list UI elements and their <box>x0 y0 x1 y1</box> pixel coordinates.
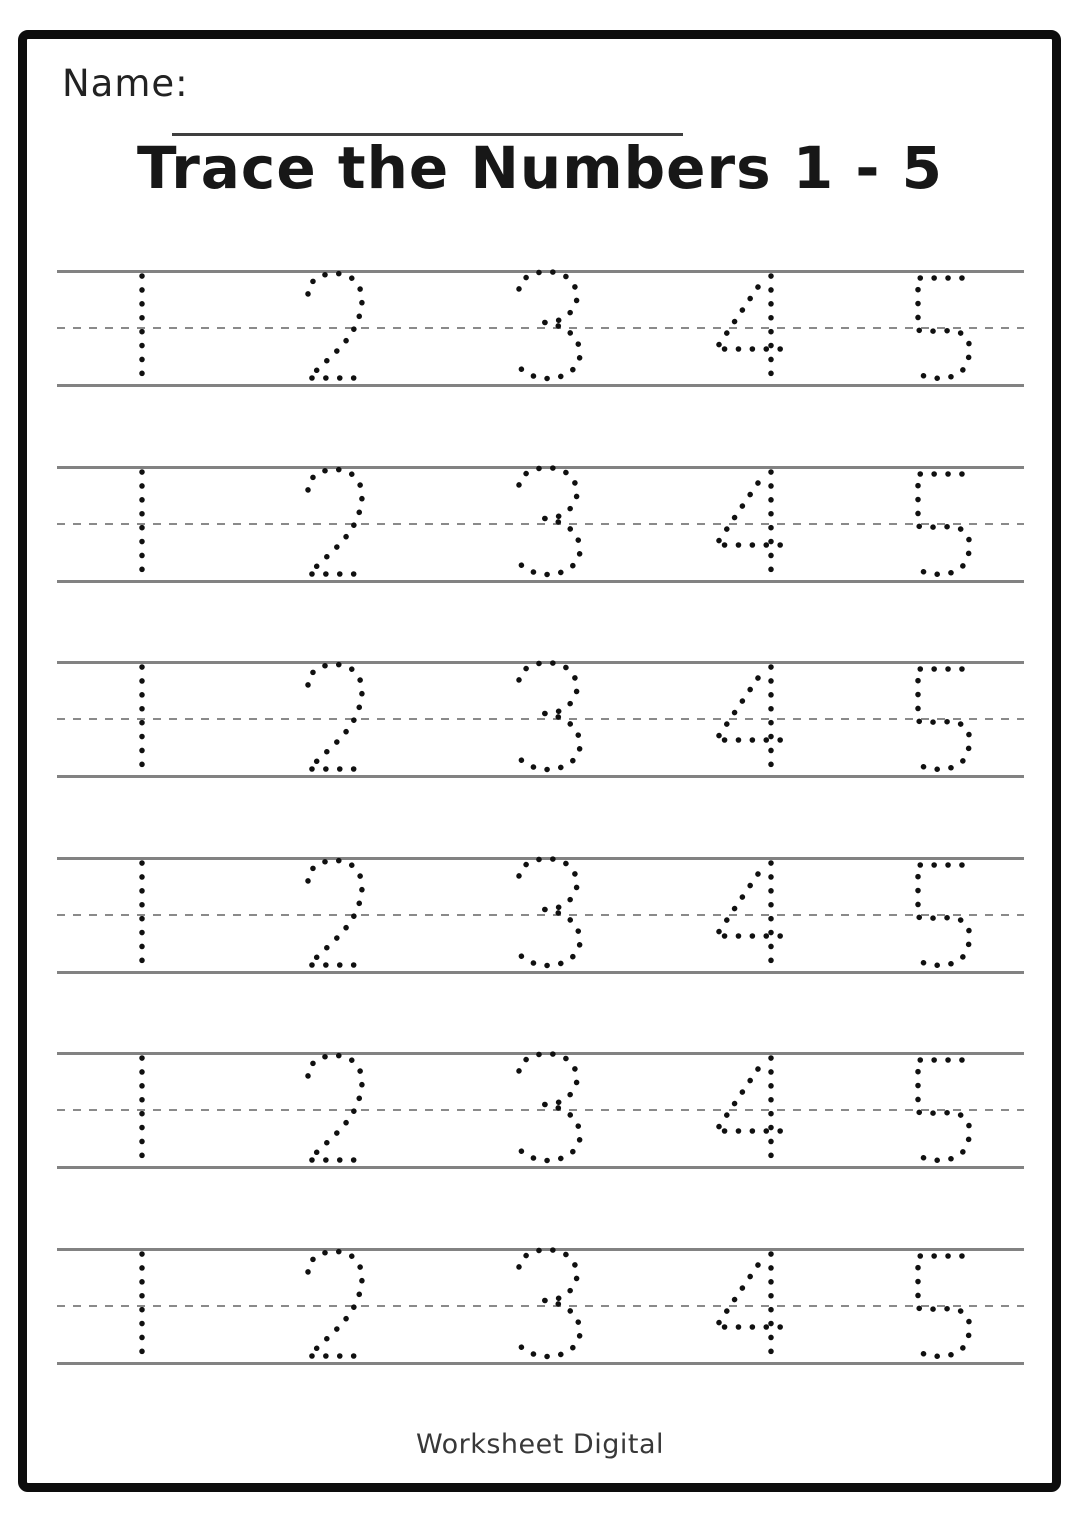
dotted-digit-2 <box>308 1251 363 1356</box>
practice-row <box>57 466 1024 583</box>
dotted-digit-2 <box>308 469 363 574</box>
dotted-digit-4 <box>716 472 783 574</box>
dotted-digit-2 <box>308 273 363 378</box>
trace-digits-1-to-5 <box>57 270 1024 387</box>
name-label: Name: <box>62 62 189 105</box>
dotted-digit-5 <box>913 1060 970 1160</box>
practice-row <box>57 1052 1024 1169</box>
dotted-digit-4 <box>716 276 783 378</box>
trace-digits-1-to-5 <box>57 661 1024 778</box>
dotted-digit-4 <box>716 667 783 769</box>
dotted-digit-5 <box>913 1256 970 1356</box>
trace-digits-1-to-5 <box>57 1052 1024 1169</box>
dotted-digit-2 <box>308 860 363 965</box>
dotted-digit-3 <box>519 1250 580 1357</box>
practice-row <box>57 857 1024 974</box>
dotted-digit-3 <box>519 468 580 575</box>
dotted-digit-5 <box>913 278 970 378</box>
dotted-digit-4 <box>716 863 783 965</box>
practice-row <box>57 661 1024 778</box>
practice-row <box>57 270 1024 387</box>
dotted-digit-3 <box>519 663 580 770</box>
trace-digits-1-to-5 <box>57 857 1024 974</box>
footer-text: Worksheet Digital <box>415 1429 664 1460</box>
dotted-digit-5 <box>913 669 970 769</box>
worksheet-title: Trace the Numbers 1 - 5 <box>137 134 943 202</box>
dotted-digit-2 <box>308 1055 363 1160</box>
dotted-digit-3 <box>519 859 580 966</box>
dotted-digit-4 <box>716 1058 783 1160</box>
dotted-digit-4 <box>716 1254 783 1356</box>
dotted-digit-2 <box>308 664 363 769</box>
dotted-digit-5 <box>913 865 970 965</box>
dotted-digit-5 <box>913 474 970 574</box>
practice-row <box>57 1248 1024 1365</box>
trace-digits-1-to-5 <box>57 466 1024 583</box>
dotted-digit-3 <box>519 272 580 379</box>
trace-digits-1-to-5 <box>57 1248 1024 1365</box>
dotted-digit-3 <box>519 1054 580 1161</box>
